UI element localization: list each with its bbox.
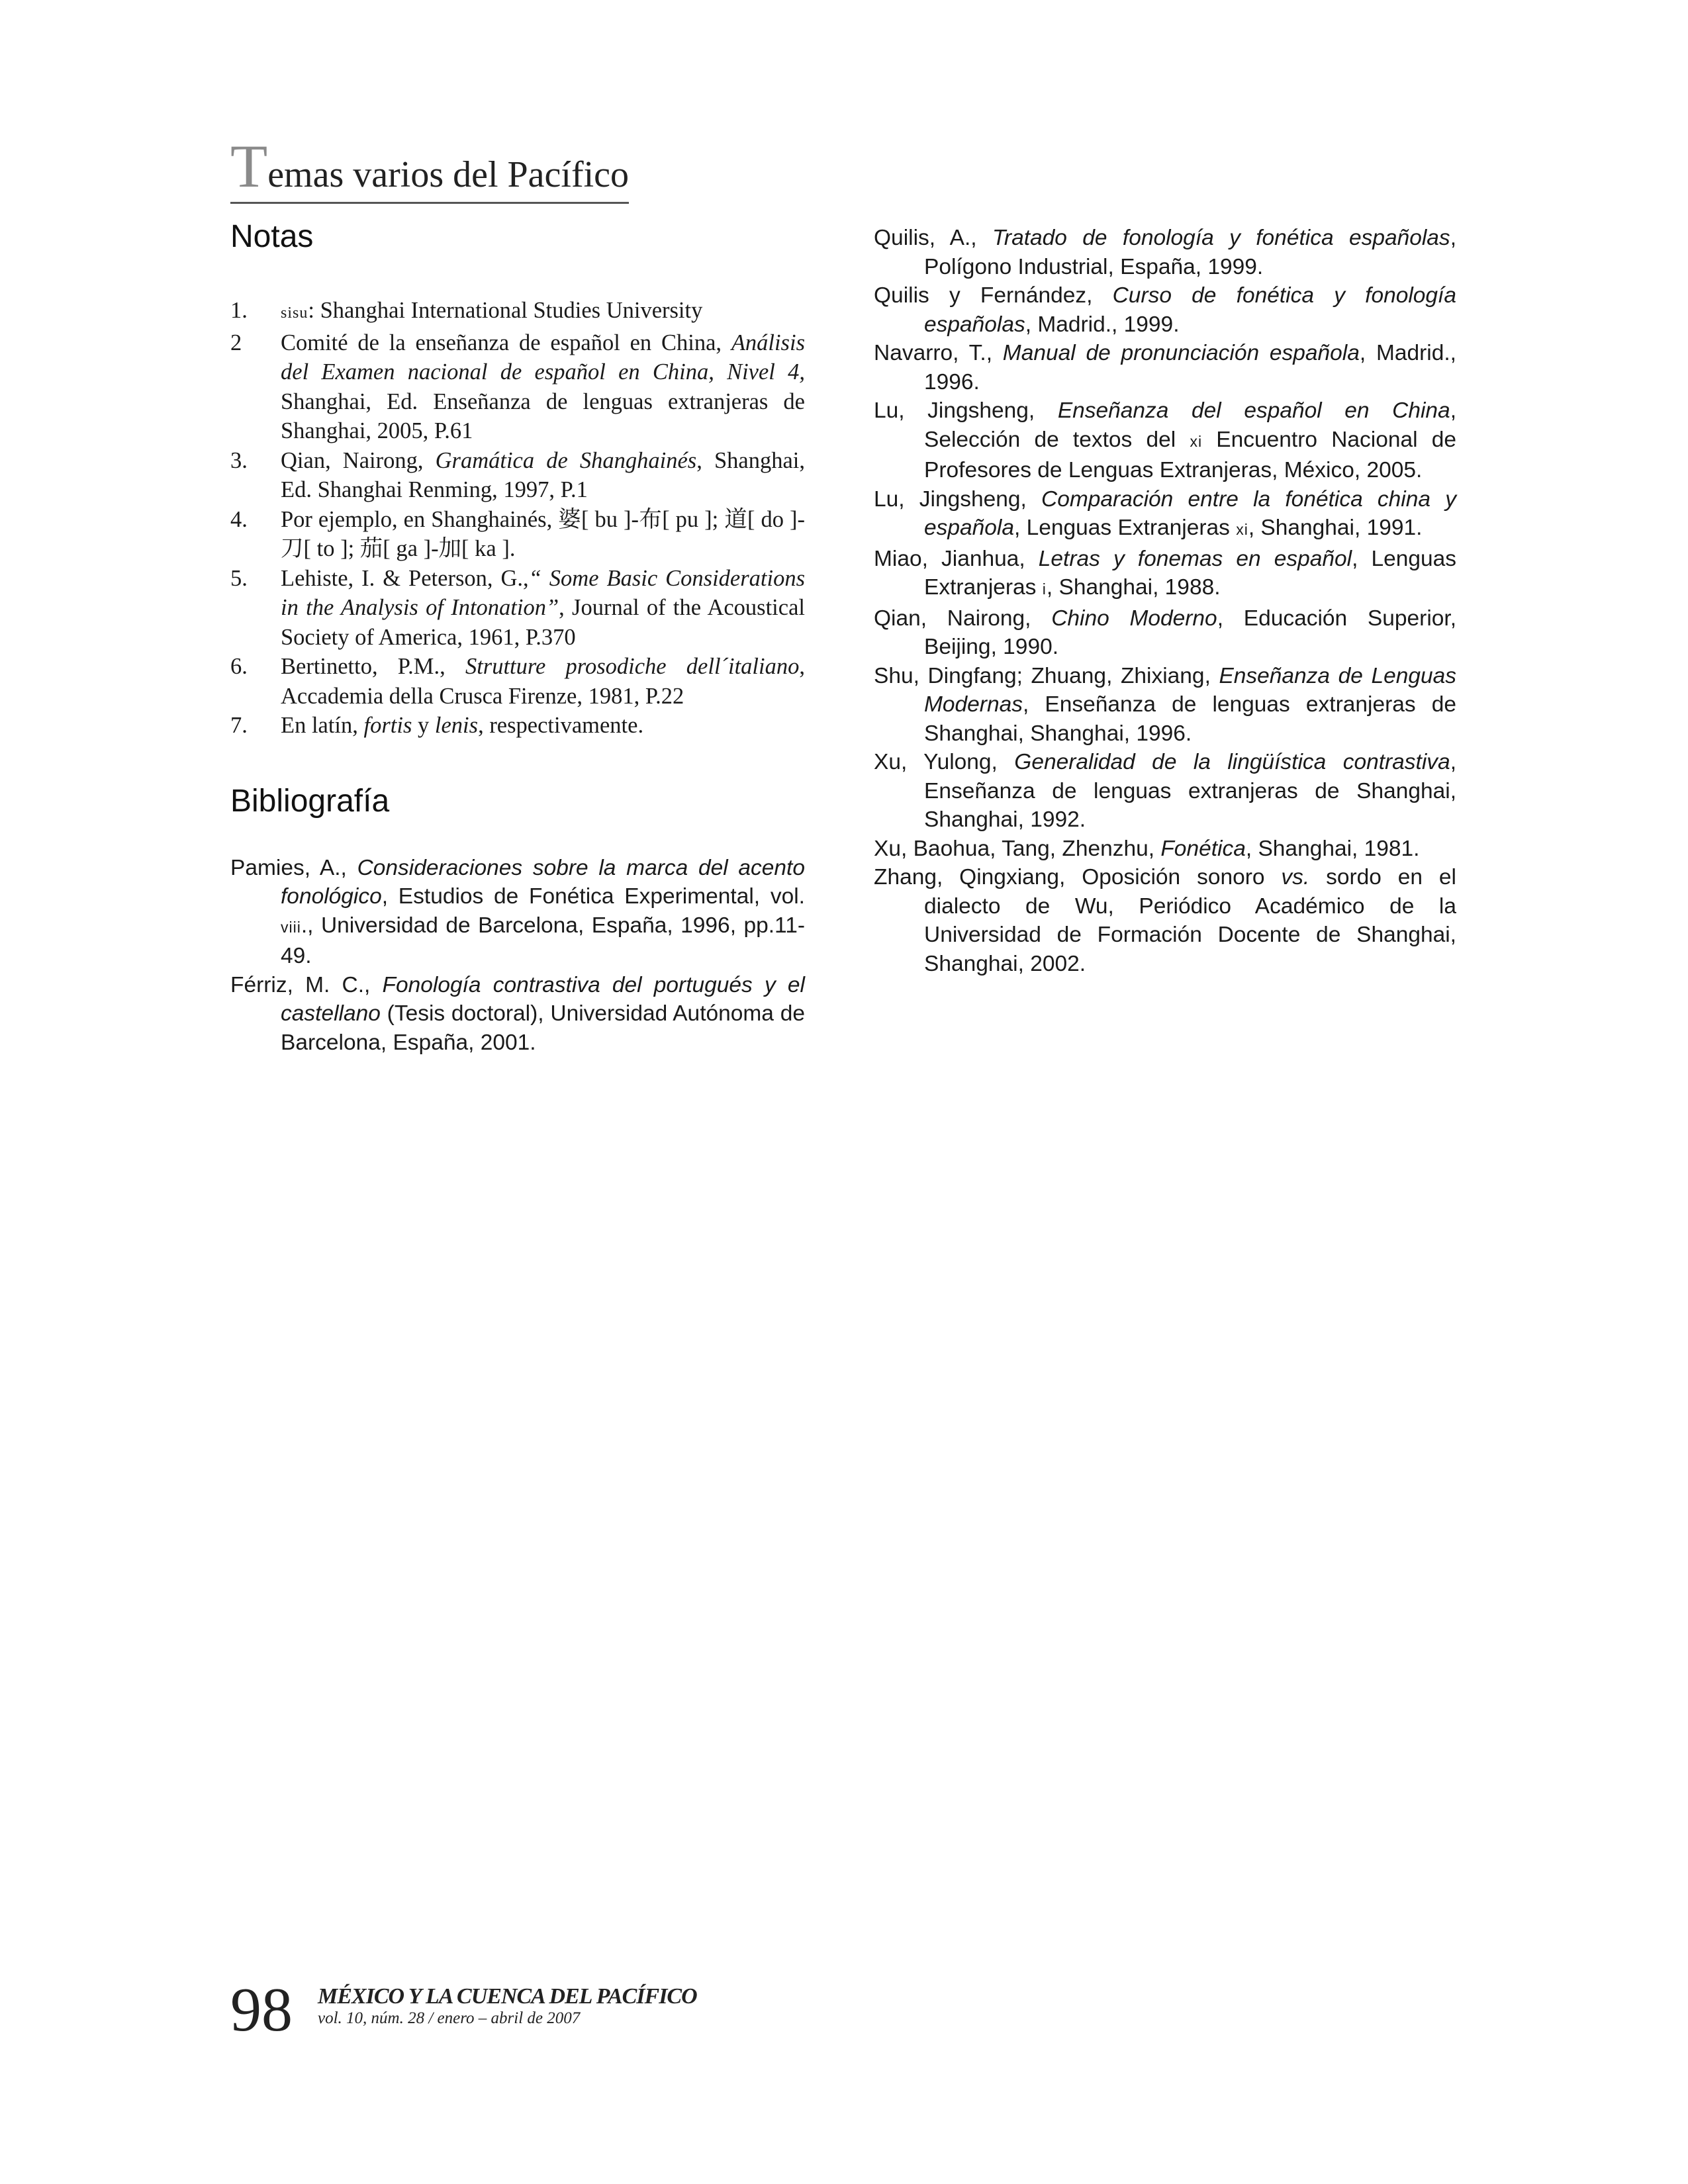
reference-item bbox=[874, 835, 1456, 864]
note-number: 1. bbox=[230, 298, 248, 323]
reference-item bbox=[230, 971, 805, 1058]
ref-text: Encuentro Nacional de Profesores de Lenguas Extranjeras, México, 2005. bbox=[924, 427, 1457, 482]
ref-smallcaps: xi bbox=[1236, 521, 1248, 538]
note-item bbox=[230, 564, 805, 653]
note-item bbox=[230, 505, 805, 564]
ref-title: Fonología contrastiva del portugués y el castellano bbox=[281, 972, 805, 1026]
reference-item bbox=[874, 662, 1456, 749]
ref-title: Tratado de fonología y fonética españolas bbox=[992, 226, 1450, 250]
notes-heading: Notas bbox=[230, 219, 314, 254]
note-italic: Strutture prosodiche dell´italiano bbox=[465, 654, 800, 679]
ref-title: Curso de fonética y fonología españolas bbox=[924, 283, 1456, 337]
ref-title: Generalidad de la lingüística contrastiva bbox=[1014, 750, 1450, 774]
journal-title: MÉXICO Y LA CUENCA DEL PACÍFICO bbox=[318, 1984, 697, 2009]
note-text-part: Shanghai, Ed. Enseñanza de lenguas extranjeras de Shanghai, 2005, P.61 bbox=[281, 388, 805, 443]
ref-text: Pamies, A., bbox=[230, 855, 357, 880]
ref-title: Enseñanza del español en China bbox=[1057, 398, 1450, 423]
reference-item bbox=[874, 396, 1456, 485]
note-text-part: , respectivamente. bbox=[478, 713, 644, 738]
notes-list bbox=[230, 296, 805, 741]
ref-title: Chino Moderno bbox=[1051, 606, 1217, 631]
ref-text: , Shanghai, 1991. bbox=[1248, 516, 1423, 540]
note-text bbox=[281, 711, 805, 741]
page-number: 98 bbox=[230, 1976, 293, 2044]
note-text bbox=[281, 296, 805, 328]
ref-text: , Estudios de Fonética Experimental, vol. bbox=[381, 884, 805, 909]
ref-text: , Shanghai, 1988. bbox=[1046, 575, 1221, 600]
note-text-part: En latín, bbox=[281, 713, 364, 738]
journal-issue: vol. 10, núm. 28 / enero – abril de 2007 bbox=[318, 2009, 581, 2027]
left-column bbox=[230, 218, 805, 1057]
ref-text: Xu, Baohua, Tang, Zhenzhu, bbox=[874, 836, 1161, 861]
ref-text: (Tesis doctoral), Universidad Autónoma de Barcelona, España, 2001. bbox=[281, 1001, 805, 1055]
note-number: 7. bbox=[230, 713, 248, 738]
note-number: 3. bbox=[230, 447, 248, 473]
reference-item bbox=[874, 281, 1456, 339]
note-text bbox=[281, 328, 805, 446]
ref-text: , Lenguas Extranjeras bbox=[924, 546, 1456, 600]
ref-text: Lu, Jingsheng, bbox=[874, 398, 1058, 423]
note-item bbox=[230, 328, 805, 446]
note-item bbox=[230, 652, 805, 711]
note-text-part: : Shanghai International Studies University bbox=[308, 298, 703, 323]
reference-item bbox=[874, 485, 1456, 545]
reference-item bbox=[874, 339, 1456, 396]
ref-title: Consideraciones sobre la marca del acento fonológico bbox=[281, 855, 805, 909]
ref-text: , Selección de textos del bbox=[924, 398, 1456, 452]
ref-text: Quilis, A., bbox=[874, 226, 992, 250]
reference-item bbox=[874, 748, 1456, 835]
note-number: 2 bbox=[230, 330, 242, 355]
ref-text: , Madrid., 1996. bbox=[924, 341, 1456, 394]
ref-smallcaps: xi bbox=[1190, 432, 1203, 450]
running-header bbox=[230, 132, 630, 204]
note-italic: Análisis del Examen nacional de español en China, Nivel 4, bbox=[281, 330, 805, 385]
note-italic: fortis bbox=[363, 713, 412, 738]
note-number: 6. bbox=[230, 654, 248, 679]
note-text-part: y bbox=[412, 713, 435, 738]
ref-text: Shu, Dingfang; Zhuang, Zhixiang, bbox=[874, 663, 1219, 688]
ref-text: sordo en el dialecto de Wu, Periódico Académico de la Universidad de Formación Docente de Shanghai, Shanghai, 2002. bbox=[924, 865, 1456, 976]
ref-text: , Enseñanza de lenguas extranjeras de Shanghai, Shanghai, 1996. bbox=[924, 692, 1456, 746]
reference-item bbox=[874, 863, 1456, 978]
ref-text: , Polígono Industrial, España, 1999. bbox=[924, 226, 1456, 279]
note-item bbox=[230, 446, 805, 505]
ref-text: Miao, Jianhua, bbox=[874, 546, 1039, 571]
ref-title: Fonética bbox=[1160, 836, 1246, 861]
ref-text: Quilis y Fernández, bbox=[874, 283, 1113, 308]
ref-smallcaps: i bbox=[1042, 580, 1047, 598]
ref-title: Manual de pronunciación española bbox=[1002, 341, 1360, 365]
ref-text: , Madrid., 1999. bbox=[1025, 312, 1180, 337]
note-italic: Gramática de Shanghainés bbox=[435, 447, 697, 473]
note-text-part: Lehiste, I. & Peterson, G., bbox=[281, 565, 529, 591]
ref-text: , Shanghai, 1981. bbox=[1245, 836, 1420, 861]
note-text-part: , Journal of the Acoustical Society of America, 1961, P.370 bbox=[281, 595, 805, 650]
ref-text: Lu, Jingsheng, bbox=[874, 486, 1042, 512]
ref-smallcaps: viii bbox=[281, 918, 301, 936]
ref-text: Férriz, M. C., bbox=[230, 972, 383, 997]
note-text-part: , Accademia della Crusca Firenze, 1981, P.22 bbox=[281, 654, 805, 709]
ref-text: , Educación Superior, Beijing, 1990. bbox=[924, 606, 1457, 659]
ref-text: , Enseñanza de lenguas extranjeras de Shanghai, Shanghai, 1992. bbox=[924, 750, 1456, 832]
ref-text: Qian, Nairong, bbox=[874, 606, 1052, 631]
ref-title: vs. bbox=[1281, 865, 1310, 889]
ref-text: , Lenguas Extranjeras bbox=[1013, 516, 1237, 540]
ref-title: Letras y fonemas en español bbox=[1038, 546, 1352, 571]
note-text: Por ejemplo, en Shanghainés, 婆[ bu ]-布[ pu ]; 道[ do ]-刀[ to ]; 茄[ ga ]-加[ ka ]. bbox=[281, 506, 805, 561]
bibliography-heading: Bibliografía bbox=[230, 783, 390, 819]
note-text bbox=[281, 652, 805, 711]
note-item bbox=[230, 711, 805, 741]
note-number: 5. bbox=[230, 565, 248, 591]
note-item bbox=[230, 296, 805, 328]
ref-text: Xu, Yulong, bbox=[874, 750, 1015, 774]
ref-title: Comparación entre la fonética china y española bbox=[924, 486, 1456, 540]
note-text bbox=[281, 564, 805, 653]
note-text-part: Qian, Nairong, bbox=[281, 447, 436, 473]
note-text-part: , Shanghai, Ed. Shanghai Renming, 1997, P.1 bbox=[281, 447, 805, 502]
reference-item bbox=[874, 604, 1456, 662]
ref-text: ., Universidad de Barcelona, España, 1996, pp.11-49. bbox=[281, 913, 805, 968]
reference-item bbox=[874, 224, 1456, 281]
note-text-part: Comité de la enseñanza de español en China, bbox=[281, 330, 731, 355]
note-text bbox=[281, 446, 805, 505]
note-number: 4. bbox=[230, 506, 248, 532]
reference-item bbox=[230, 854, 805, 971]
ref-text: Navarro, T., bbox=[874, 341, 1003, 365]
right-column bbox=[874, 224, 1456, 978]
note-text-part: Bertinetto, P.M., bbox=[281, 654, 465, 679]
note-italic: lenis bbox=[434, 713, 479, 738]
running-header-text: emas varios del Pacífico bbox=[267, 154, 630, 195]
ref-title: Enseñanza de Lenguas Modernas bbox=[924, 663, 1456, 717]
ref-text: Zhang, Qingxiang, Oposición sonoro bbox=[874, 865, 1282, 889]
note-smallcaps: sisu bbox=[281, 304, 308, 322]
bibliography-left-list bbox=[230, 854, 805, 1058]
running-header-initial: T bbox=[230, 132, 268, 200]
reference-item bbox=[874, 545, 1456, 604]
note-italic: “ Some Basic Considerations in the Analysis of Intonation” bbox=[281, 565, 805, 620]
